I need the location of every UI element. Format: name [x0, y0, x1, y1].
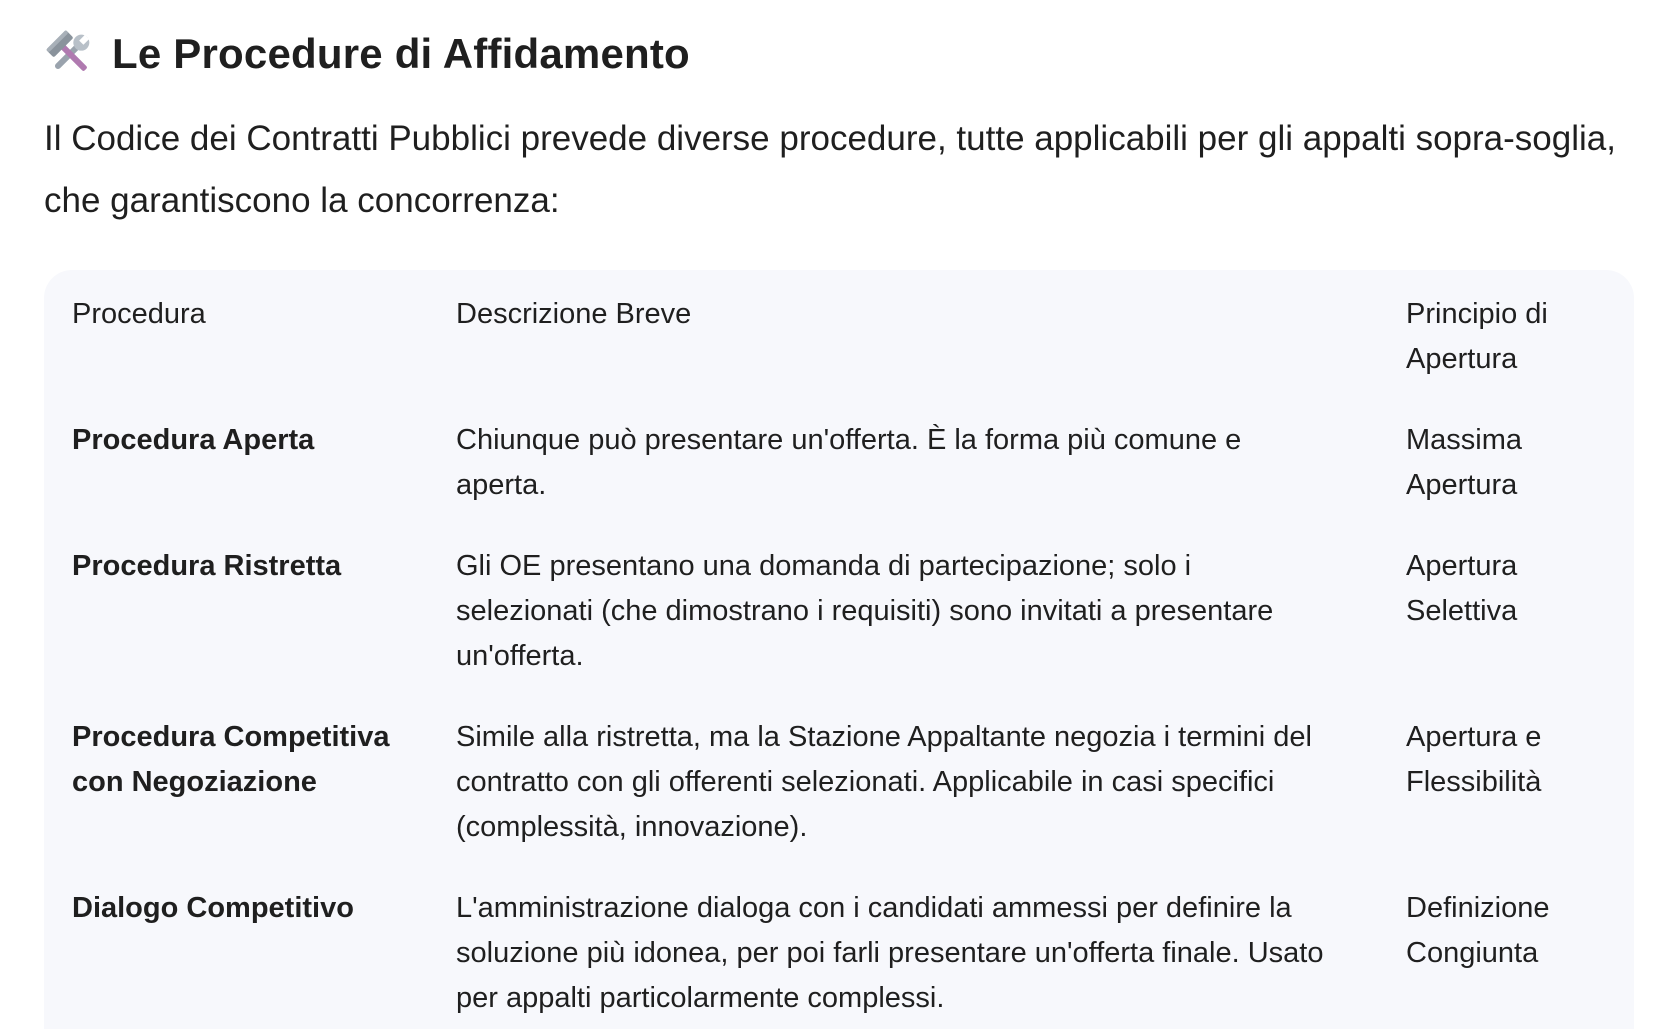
table-row-procedure: Dialogo Competitivo: [72, 892, 354, 924]
table-row-principle: Apertura e Flessibilità: [1406, 721, 1542, 798]
table-row-description: Chiunque può presentare un'offerta. È la forma più comune e aperta.: [456, 424, 1242, 501]
section-title: Le Procedure di Affidamento: [112, 30, 690, 77]
table-row-description: Simile alla ristretta, ma la Stazione Appaltante negozia i termini del contratto con gli offerenti selezionati. Applicabile in casi specifici (complessità, innovazione).: [456, 721, 1312, 843]
table-row-description: Gli OE presentano una domanda di partecipazione; solo i selezionati (che dimostrano i requisiti) sono invitati a presentare un'offerta.: [456, 550, 1274, 672]
column-header-procedura: Procedura: [72, 298, 206, 330]
table-row-principle: Massima Apertura: [1406, 424, 1523, 501]
column-header-principio: Principio di Apertura: [1406, 298, 1548, 375]
table-row-description: L'amministrazione dialoga con i candidati ammessi per definire la soluzione più idonea, per poi farli presentare un'offerta finale. Usato per appalti particolarmente complessi.: [456, 892, 1324, 1014]
intro-paragraph: Il Codice dei Contratti Pubblici prevede diverse procedure, tutte applicabili per gli appalti sopra-soglia, che garantiscono la concorrenza:: [44, 119, 1616, 220]
table-row-principle: Definizione Congiunta: [1406, 892, 1550, 969]
table-row-procedure: Procedura Aperta: [72, 424, 315, 456]
table-row-procedure: Procedura Competitiva con Negoziazione: [72, 721, 390, 798]
hammer-and-wrench-icon: [46, 30, 94, 78]
section-heading: [46, 30, 690, 78]
table-row-procedure: Procedura Ristretta: [72, 550, 342, 582]
table-row-principle: Apertura Selettiva: [1406, 550, 1518, 627]
procedures-table: [44, 270, 1634, 1029]
column-header-descrizione: Descrizione Breve: [456, 298, 692, 330]
